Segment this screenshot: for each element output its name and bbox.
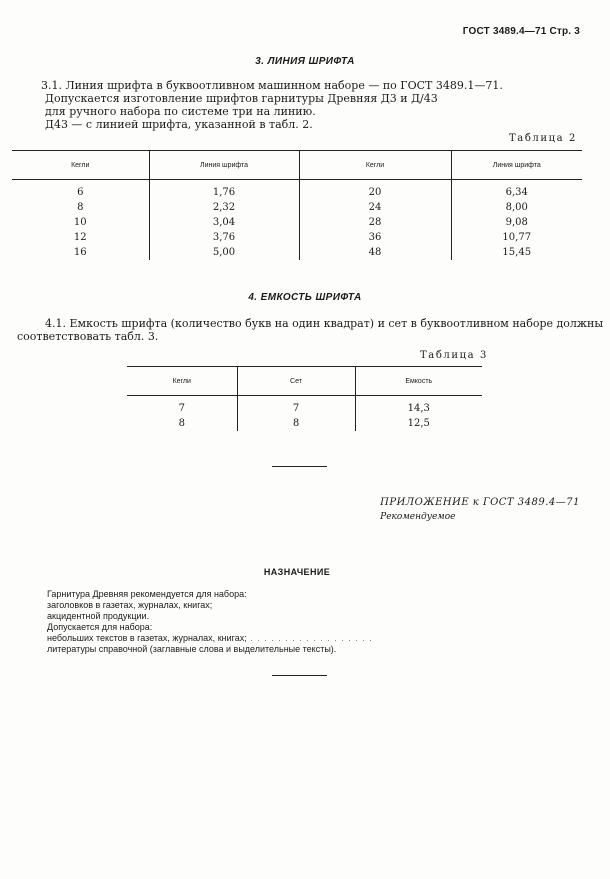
page-header: ГОСТ 3489.4—71 Стр. 3: [462, 26, 580, 37]
section-3-text: [41, 79, 503, 131]
col-header: Кегли: [299, 151, 451, 180]
cell: 28: [299, 215, 451, 230]
table-row: [127, 416, 482, 431]
purpose-line: Гарнитура Древняя рекомендуется для набора:: [47, 589, 247, 599]
table-row: [12, 230, 582, 245]
table-2: [12, 150, 582, 260]
cell: 8: [178, 418, 185, 429]
cell: 8: [77, 202, 84, 213]
table-row: [127, 396, 482, 417]
cell: 6,34: [451, 180, 582, 201]
cell: 1,76: [149, 180, 299, 201]
cell: 36: [299, 230, 451, 245]
cell: 16: [73, 247, 87, 258]
cell: 8: [237, 416, 355, 431]
section-4-line: соответствовать табл. 3.: [17, 330, 159, 343]
section-3-line: 3.1. Линия шрифта в буквоотливном машинном наборе — по ГОСТ 3489.1—71.: [41, 79, 503, 92]
purpose-title: НАЗНАЧЕНИЕ: [263, 567, 331, 577]
separator-rule: [272, 466, 327, 467]
col-header: Линия шрифта: [451, 151, 582, 180]
cell: 7: [178, 403, 185, 414]
table-2-caption: Таблица 2: [508, 133, 577, 144]
cell: 20: [299, 180, 451, 201]
section-4-title: 4. ЕМКОСТЬ ШРИФТА: [248, 292, 362, 303]
col-header: Кегли: [127, 367, 237, 396]
cell: 15,45: [451, 245, 582, 260]
cell: 3,04: [149, 215, 299, 230]
purpose-line: [47, 633, 373, 644]
cell: 10: [73, 217, 87, 228]
purpose-line: Допускается для набора:: [47, 622, 153, 632]
col-header: Линия шрифта: [149, 151, 299, 180]
purpose-line-text: небольших текстов в газетах, журналах, книгах;: [47, 633, 247, 643]
table-3: [127, 366, 482, 431]
appendix-note: Рекомендуемое: [380, 512, 456, 522]
table-3-header-row: [127, 367, 482, 396]
section-3-line: Д43 — с линией шрифта, указанной в табл. 2.: [45, 118, 313, 131]
col-header: Емкость: [355, 367, 482, 396]
cell: 8,00: [451, 200, 582, 215]
cell: 12,5: [355, 416, 482, 431]
col-header: Сет: [237, 367, 355, 396]
cell: 9,08: [451, 215, 582, 230]
cell: 14,3: [355, 396, 482, 417]
cell: 10,77: [451, 230, 582, 245]
cell: 48: [299, 245, 451, 260]
purpose-line: акцидентной продукции.: [47, 611, 150, 621]
section-3-title: 3. ЛИНИЯ ШРИФТА: [255, 56, 355, 67]
table-2-header-row: [12, 151, 582, 180]
appendix-block: [380, 497, 580, 522]
section-4-line: 4.1. Емкость шрифта (количество букв на один квадрат) и сет в буквоотливном наборе должны: [45, 317, 604, 330]
table-row: [12, 180, 582, 201]
scan-dots: . . . . . . . . . . . . . . . . . .: [246, 633, 373, 643]
purpose-text: [47, 589, 373, 655]
cell: 5,00: [149, 245, 299, 260]
cell: 24: [299, 200, 451, 215]
section-3-line: Допускается изготовление шрифтов гарнитуры Древняя Д3 и Д/43: [45, 92, 438, 105]
cell: 7: [237, 396, 355, 417]
purpose-line: заголовков в газетах, журналах, книгах;: [47, 600, 213, 610]
cell: 12: [73, 232, 87, 243]
table-3-caption: Таблица 3: [419, 350, 488, 361]
table-row: [12, 215, 582, 230]
col-header: Кегли: [12, 151, 149, 180]
cell: 3,76: [149, 230, 299, 245]
appendix-label: ПРИЛОЖЕНИЕ к ГОСТ 3489.4—71: [380, 497, 580, 508]
separator-rule: [272, 675, 327, 676]
section-3-line: для ручного набора по системе три на линию.: [45, 105, 316, 118]
table-row: [12, 200, 582, 215]
cell: 6: [77, 187, 84, 198]
table-row: [12, 245, 582, 260]
cell: 2,32: [149, 200, 299, 215]
section-4-text: [17, 317, 603, 343]
purpose-line: литературы справочной (заглавные слова и выделительные тексты).: [47, 644, 337, 654]
